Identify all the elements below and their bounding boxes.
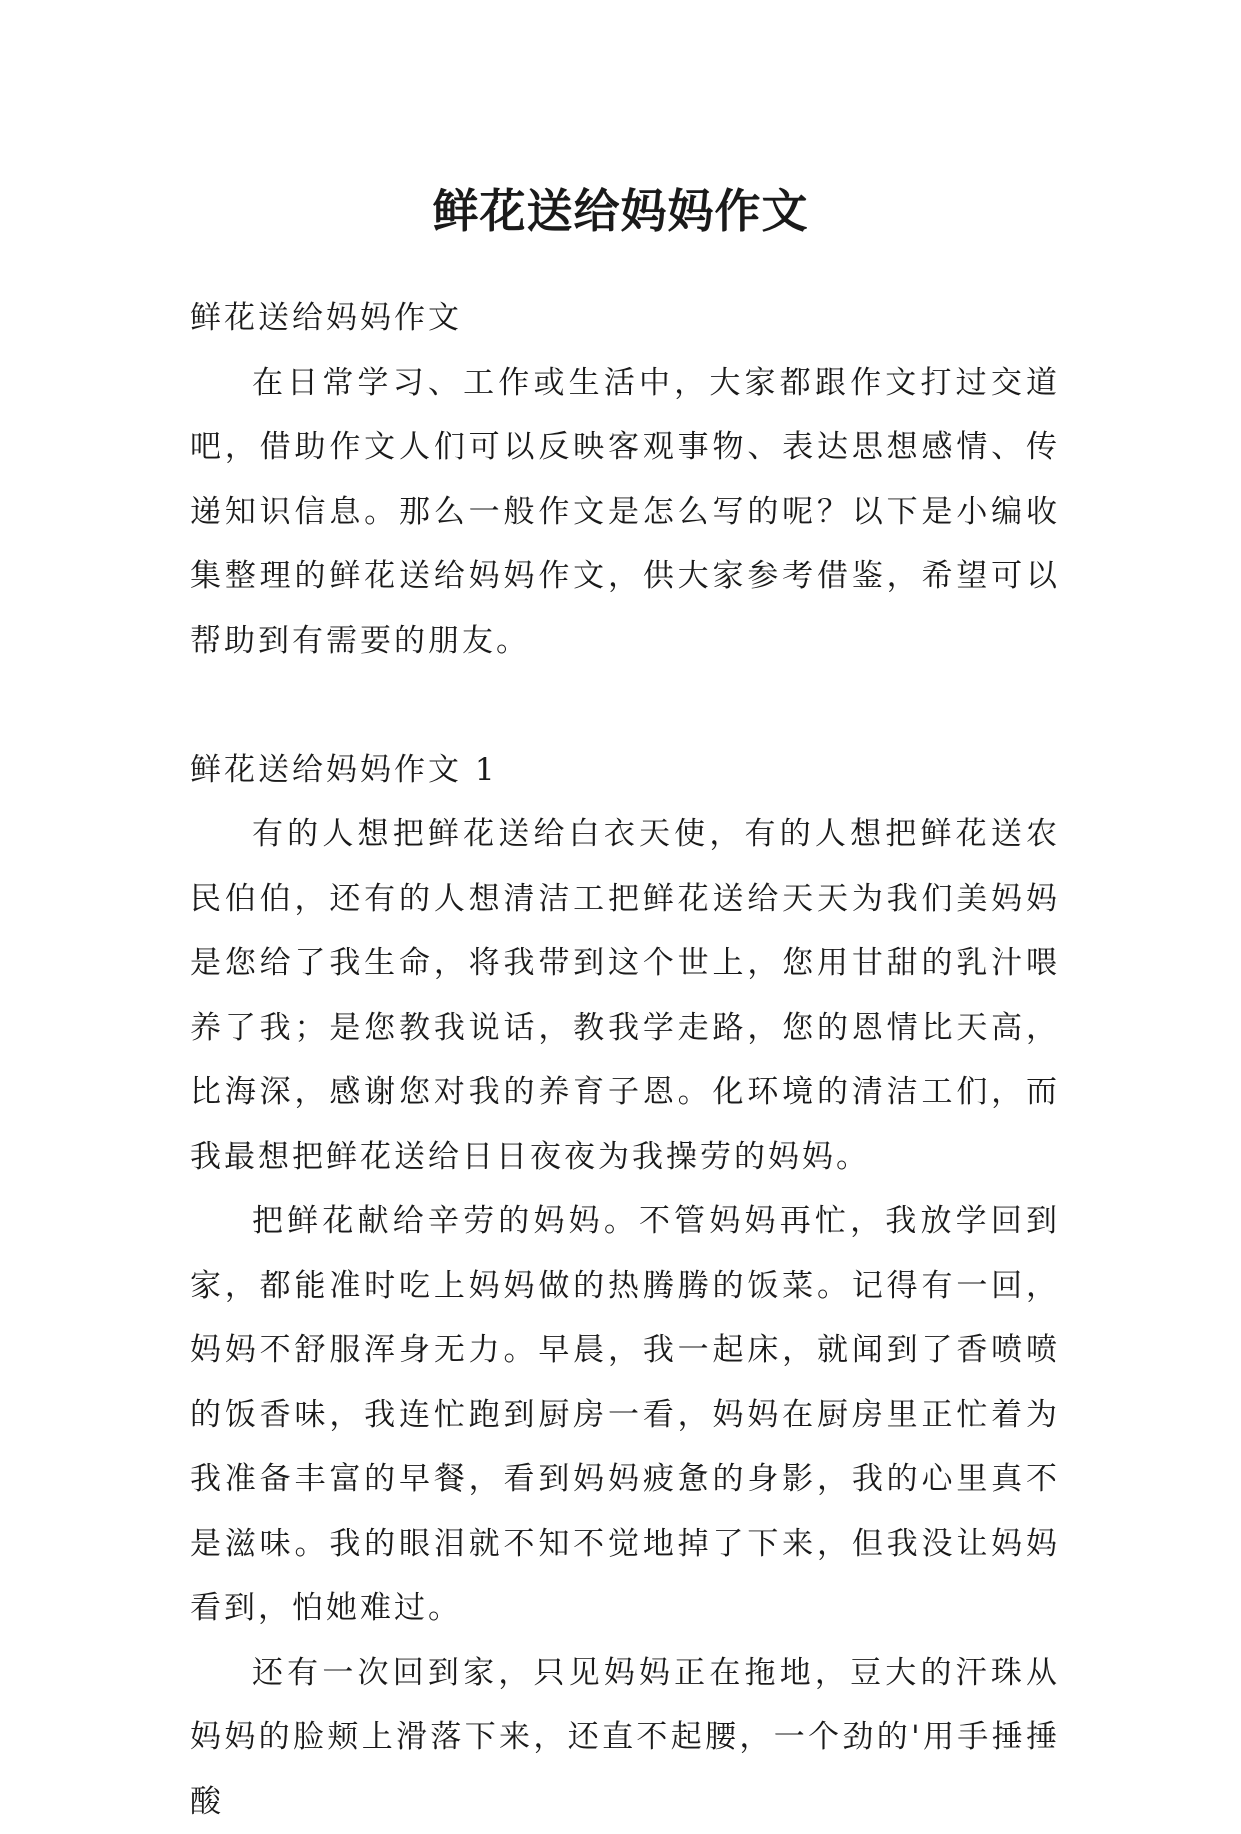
section-heading: 鲜花送给妈妈作文 1 — [190, 738, 1060, 803]
body-paragraph: 还有一次回到家，只见妈妈正在拖地，豆大的汗珠从妈妈的脸颊上滑落下来，还直不起腰，一个劲的'用手捶捶酸 — [190, 1641, 1060, 1834]
intro-paragraph: 在日常学习、工作或生活中，大家都跟作文打过交道吧，借助作文人们可以反映客观事物、表达思想感情、传递知识信息。那么一般作文是怎么写的呢？以下是小编收集整理的鲜花送给妈妈作文，供大家参考借鉴，希望可以帮助到有需要的朋友。 — [190, 351, 1060, 674]
section-spacer — [190, 673, 1060, 738]
document-title: 鲜花送给妈妈作文 — [0, 179, 1241, 243]
body-paragraph: 有的人想把鲜花送给白衣天使，有的人想把鲜花送农民伯伯，还有的人想清洁工把鲜花送给天天为我们美妈妈是您给了我生命，将我带到这个世上，您用甘甜的乳汁喂养了我；是您教我说话，教我学走路，您的恩情比天高，比海深，感谢您对我的养育子恩。化环境的清洁工们，而我最想把鲜花送给日日夜夜为我操劳的妈妈。 — [190, 802, 1060, 1189]
body-paragraph: 把鲜花献给辛劳的妈妈。不管妈妈再忙，我放学回到家，都能准时吃上妈妈做的热腾腾的饭菜。记得有一回，妈妈不舒服浑身无力。早晨，我一起床，就闻到了香喷喷的饭香味，我连忙跑到厨房一看，妈妈在厨房里正忙着为我准备丰富的早餐，看到妈妈疲惫的身影，我的心里真不是滋味。我的眼泪就不知不觉地掉了下来，但我没让妈妈看到，怕她难过。 — [190, 1189, 1060, 1641]
document-body — [190, 286, 1060, 1834]
intro-heading: 鲜花送给妈妈作文 — [190, 286, 1060, 351]
